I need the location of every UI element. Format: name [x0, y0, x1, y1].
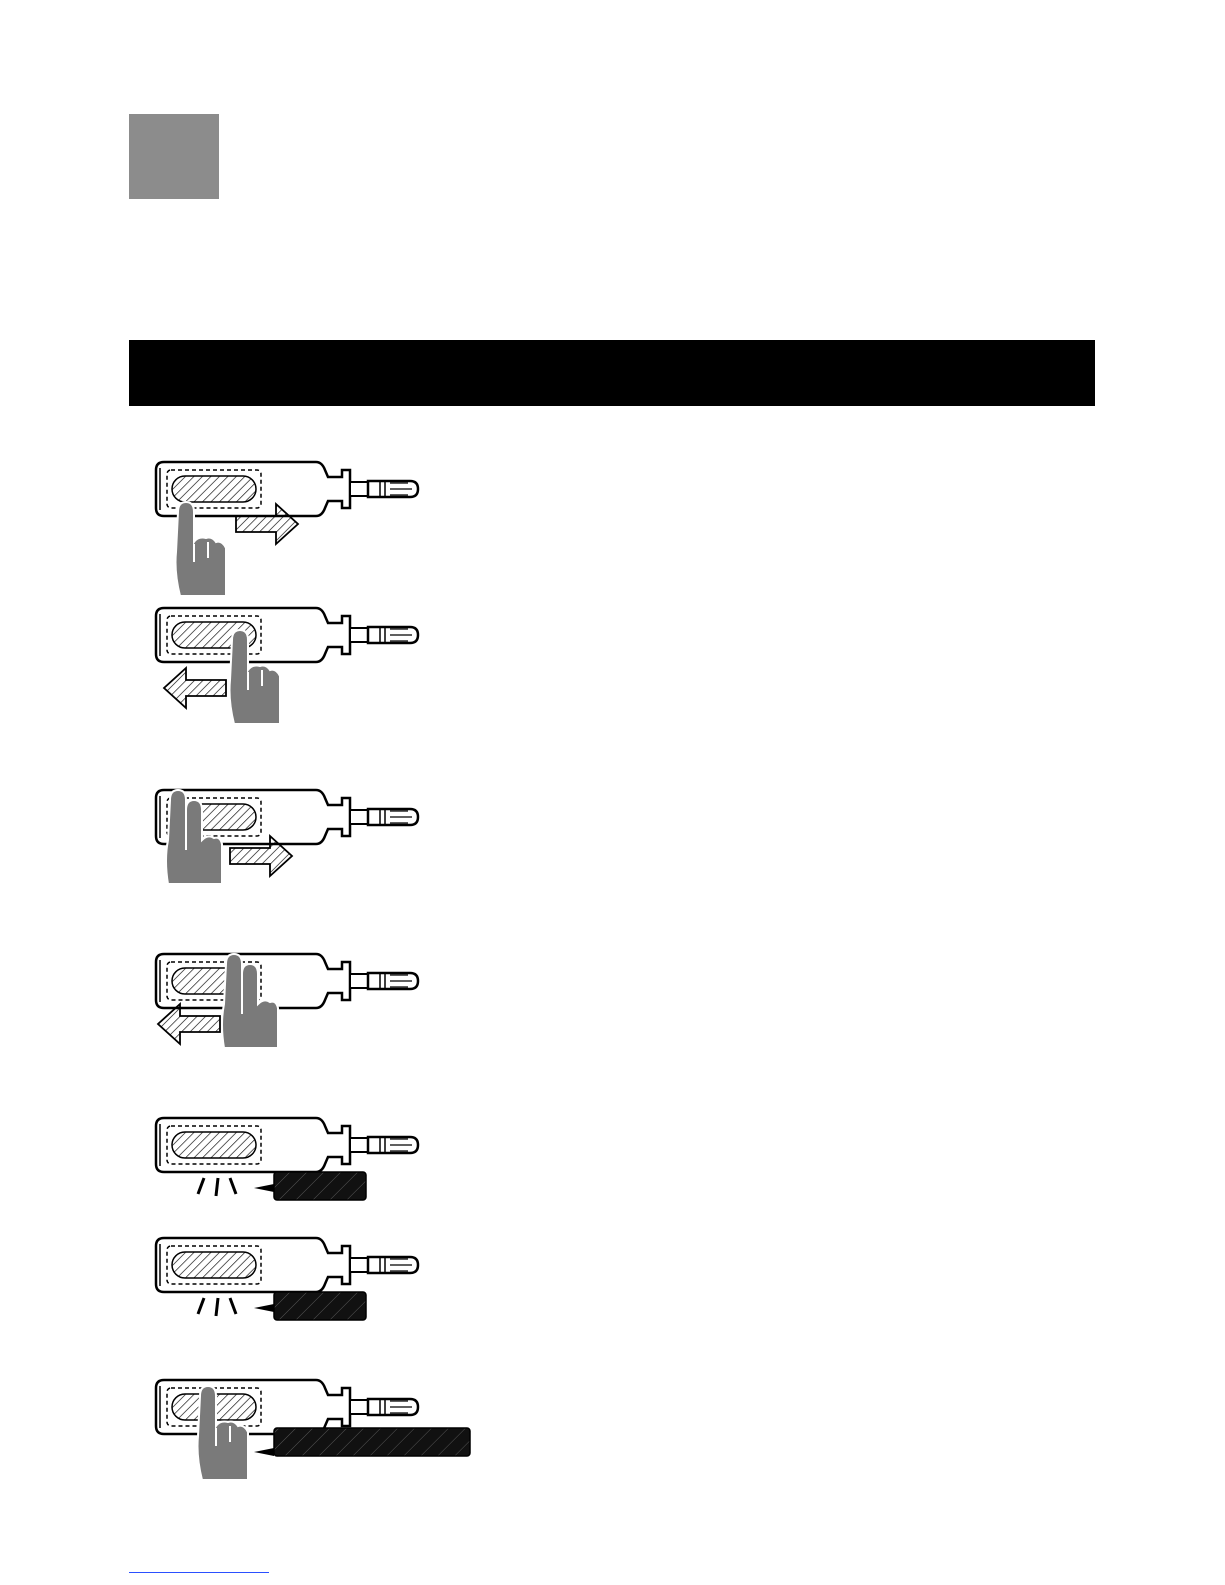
status-light-indicator-icon [150, 1228, 490, 1378]
two-finger-swipe-left-icon [150, 944, 490, 1094]
footer-link-underline[interactable] [129, 1572, 269, 1573]
gesture-illustration-7 [150, 1370, 490, 1520]
gesture-illustration-4 [150, 944, 490, 1094]
gesture-illustration-2 [150, 598, 490, 748]
gesture-illustration-1 [150, 452, 490, 602]
single-finger-touch-icon [150, 1370, 490, 1520]
gesture-illustration-3 [150, 780, 490, 930]
gesture-illustration-6 [150, 1228, 490, 1378]
two-finger-swipe-right-icon [150, 780, 490, 930]
single-finger-swipe-right-icon [150, 452, 490, 602]
chapter-marker-block [129, 114, 219, 199]
single-finger-swipe-left-icon [150, 598, 490, 748]
section-header-band [129, 340, 1095, 406]
